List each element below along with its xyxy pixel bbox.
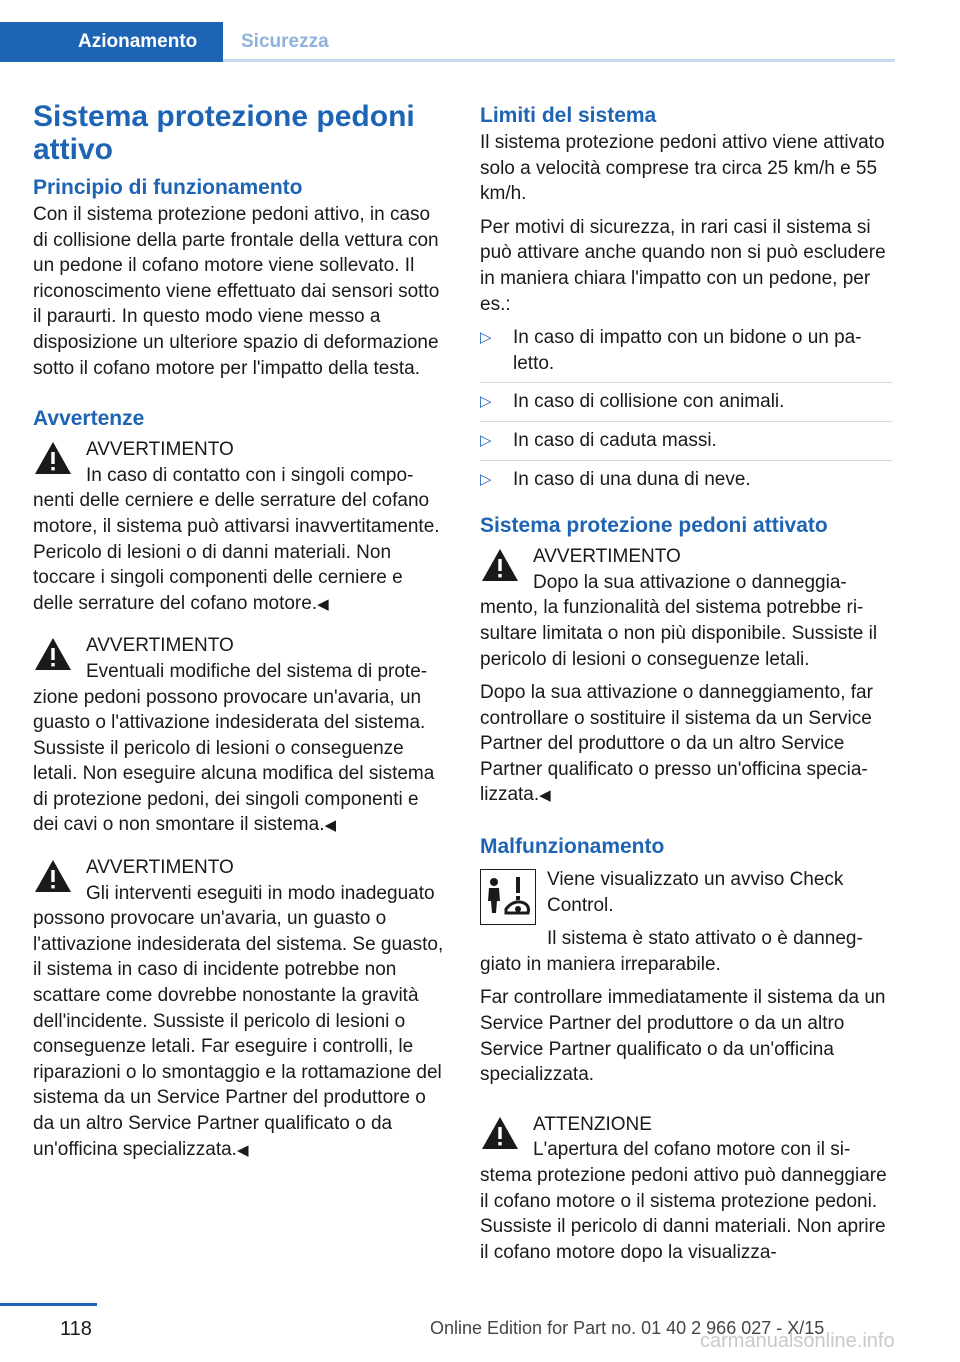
activated-heading: Sistema protezione pedoni attivato bbox=[480, 514, 828, 538]
warning-3-title: AVVERTIMENTO bbox=[86, 857, 234, 879]
end-mark: ◀ bbox=[324, 817, 337, 835]
left-column bbox=[33, 100, 448, 1163]
warning-triangle-icon bbox=[33, 635, 73, 673]
warning-2-title: AVVERTIMENTO bbox=[86, 635, 234, 657]
warning-block-3 bbox=[33, 855, 448, 1163]
end-mark: ◀ bbox=[236, 1141, 249, 1159]
caution-text: L'apertura del cofano motore con il sistema protezione pedoni attivo può danneggiare il cofano motore o il sistema protezione pedoni. Sussiste il pericolo di danni materiali. Non aprire il cofano motore dopo la visualizza- bbox=[480, 1139, 887, 1263]
malfunction-block bbox=[480, 867, 892, 977]
activated-warning-text-2: Dopo la sua attivazione o danneggiamento, far controllare o sostituire il sistema da un Service Partner del produttore o da un altro Service Partner qualificato o presso un'officina specializzata.◀ bbox=[480, 682, 873, 806]
triangle-bullet-icon: ▷ bbox=[480, 431, 492, 449]
warning-1-text: In caso di contatto con i singoli componenti delle cerniere e delle serrature del cofano motore, il sistema può attivarsi inavvertitamente. Pericolo di lesioni o di danni materiali. Non toccare i singoli componenti delle cerniere e delle serrature del cofano motore.◀ bbox=[33, 464, 440, 614]
warning-2-text: Eventuali modifiche del sistema di protezione pedoni possono provocare un'avaria, un guasto o l'attivazione indesiderata del sistema. Sussiste il pericolo di lesioni o conseguenze letali. Non eseguire alcuna modifica del sistema di protezione pedoni, dei singoli componenti e dei cavi o non smontare il sistema.◀ bbox=[33, 660, 435, 836]
warning-block-activated bbox=[480, 544, 892, 672]
malfunction-heading: Malfunzionamento bbox=[480, 835, 665, 859]
warnings-heading: Avvertenze bbox=[33, 407, 145, 431]
triangle-bullet-icon: ▷ bbox=[480, 470, 492, 488]
warning-block-1 bbox=[33, 437, 448, 617]
page-number: 118 bbox=[60, 1318, 92, 1340]
warning-1-title: AVVERTIMENTO bbox=[86, 439, 234, 461]
principle-heading: Principio di funzionamento bbox=[33, 176, 303, 199]
pedestrian-protection-warning-icon bbox=[480, 869, 536, 925]
end-mark: ◀ bbox=[539, 787, 551, 805]
limits-list bbox=[480, 325, 892, 498]
limits-text-2: Per motivi di sicurezza, in rari casi il sistema si può attivare anche quando non si può escludere in maniera chiara l'impatto con un pedone, per es.: bbox=[480, 216, 886, 315]
malfunction-text-1: Viene visualizzato un avviso Check Control. bbox=[547, 869, 844, 916]
principle-text: Con il sistema protezione pedoni attivo, in caso di collisione della parte frontale della vettura con un pedone il cofano motore viene sollevato. Il riconoscimento viene effettuato dai sensori sotto il paraurti. In questo modo viene messo a disposizione un ulteriore spazio di deformazione sotto il cofano motore per l'impatto della testa. bbox=[33, 204, 440, 379]
list-item: ▷ In caso di caduta massi. bbox=[480, 428, 892, 461]
list-item: ▷ In caso di impatto con un bidone o un paletto. bbox=[480, 325, 892, 383]
warning-block-2 bbox=[33, 633, 448, 839]
warning-triangle-icon bbox=[480, 546, 520, 584]
limits-text: Il sistema protezione pedoni attivo viene attivato solo a velocità comprese tra circa 25 km/h e 55 km/h. bbox=[480, 132, 885, 205]
warning-triangle-icon bbox=[33, 857, 73, 895]
caution-title: ATTENZIONE bbox=[533, 1113, 652, 1135]
tab-azionamento[interactable]: Azionamento bbox=[0, 22, 223, 62]
caution-triangle-icon bbox=[480, 1114, 520, 1152]
right-column bbox=[480, 100, 892, 1265]
warning-3-text: Gli interventi eseguiti in modo inadeguato possono provocare un'avaria, un guasto o l'attivazione indesiderata del sistema. Se guasto, il sistema in caso di incidente potrebbe non scattare come dovrebbe nonostante la gravità dell'incidente. Sussiste il pericolo di lesioni o conseguenze letali. Far eseguire i controlli, le riparazioni o lo smontaggio e la rottamazione del sistema da un Service Partner del produttore o da un altro Service Partner qualificato o da un'officina specializzata.◀ bbox=[33, 882, 444, 1160]
footer-rule bbox=[0, 1303, 97, 1306]
tab-sicurezza[interactable]: Sicurezza bbox=[241, 31, 329, 52]
header-tabbar bbox=[0, 22, 895, 62]
warning-triangle-icon bbox=[33, 439, 73, 477]
page-title: Sistema protezione pedoni attivo bbox=[33, 100, 415, 166]
triangle-bullet-icon: ▷ bbox=[480, 329, 492, 347]
activated-warning-title: AVVERTIMENTO bbox=[533, 546, 681, 568]
watermark: carmanualsonline.info bbox=[700, 1330, 895, 1352]
triangle-bullet-icon: ▷ bbox=[480, 393, 492, 411]
list-item: ▷ In caso di collisione con animali. bbox=[480, 389, 892, 422]
list-item: ▷ In caso di una duna di neve. bbox=[480, 467, 892, 499]
caution-block bbox=[480, 1112, 892, 1266]
end-mark: ◀ bbox=[317, 595, 329, 613]
edition-note: Online Edition for Part no. 01 40 2 966 027 - X/15 bbox=[430, 1318, 825, 1338]
malfunction-text-2: Il sistema è stato attivato o è danneggiato in maniera irreparabile. bbox=[480, 928, 863, 975]
activated-warning-text: Dopo la sua attivazione o danneggiamento, la funzionalità del sistema potrebbe risultare limitata o non più disponibile. Sussiste il pericolo di lesioni o conseguenze letali. bbox=[480, 571, 878, 670]
malfunction-text-3: Far controllare immediatamente il sistema da un Service Partner del produttore o da un altro Service Partner qualificato o da un'officina specializzata. bbox=[480, 987, 886, 1086]
limits-heading: Limiti del sistema bbox=[480, 104, 657, 127]
tab-underline bbox=[223, 59, 895, 62]
